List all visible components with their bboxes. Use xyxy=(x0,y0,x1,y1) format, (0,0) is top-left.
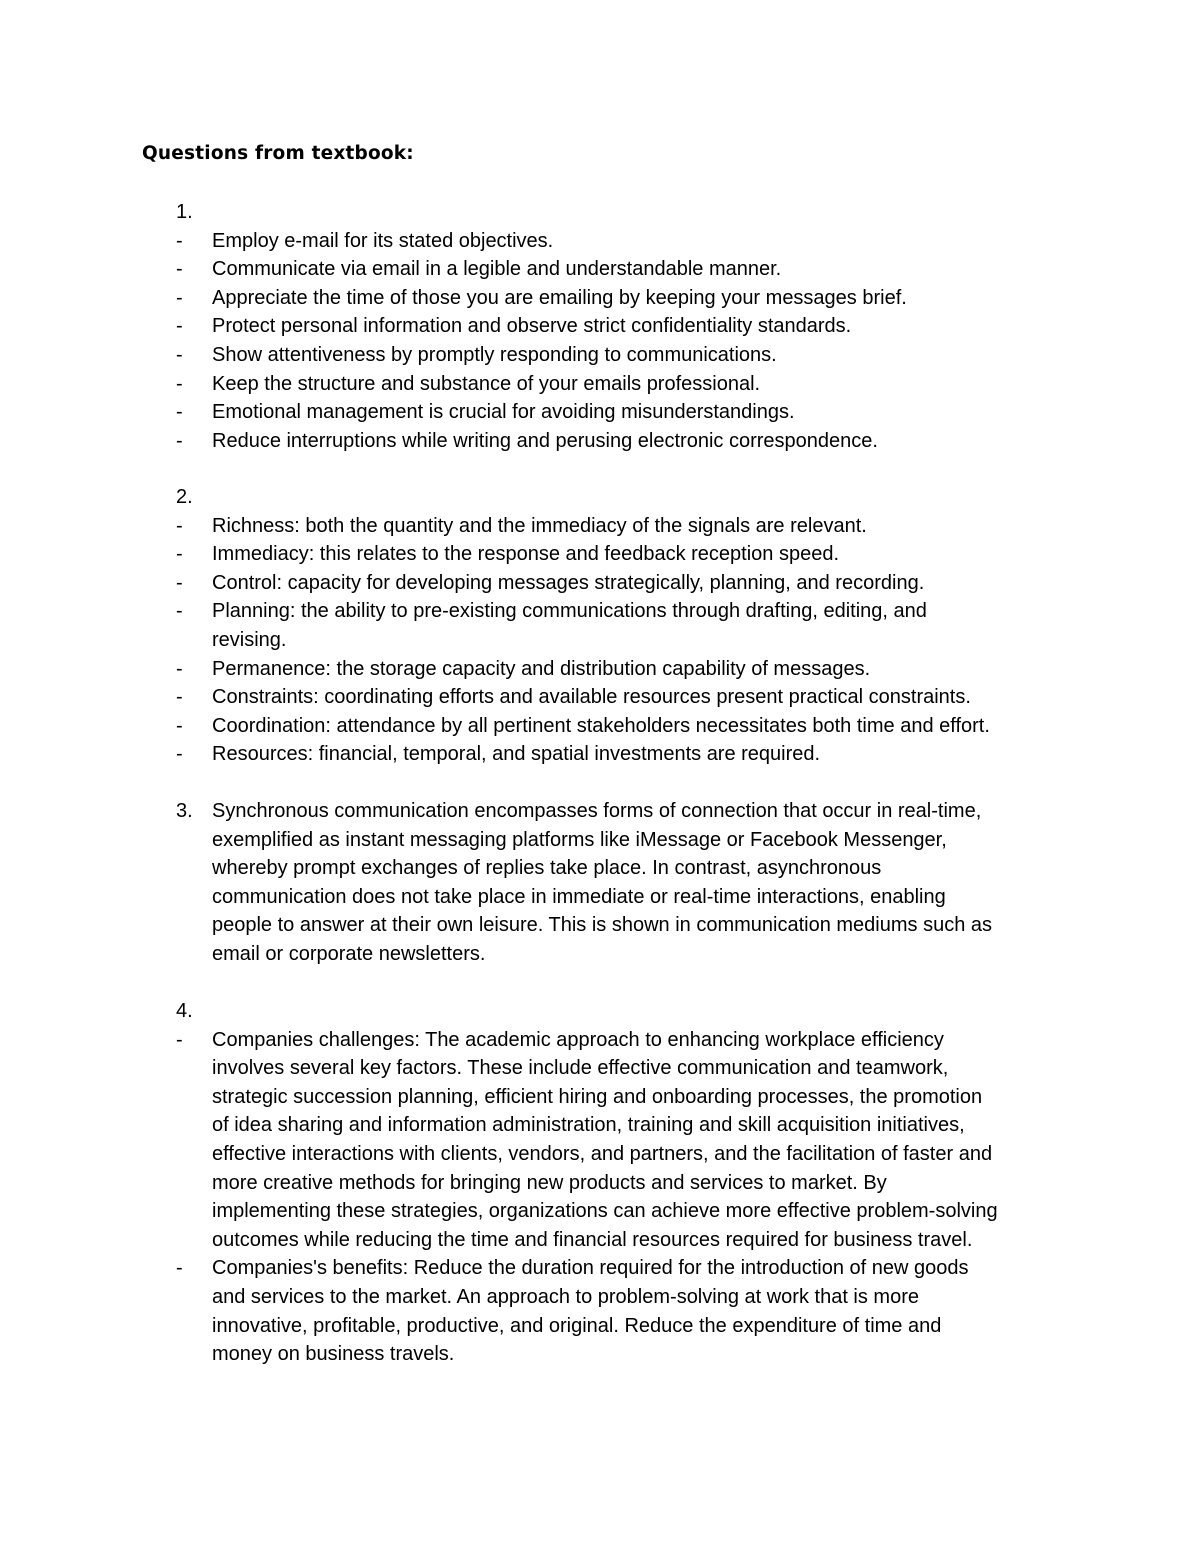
list-item: Reduce interruptions while writing and perusing electronic correspondence. xyxy=(212,429,878,452)
list-item: of idea sharing and information administration, training and skill acquisition initiatives, xyxy=(212,1114,965,1137)
list-item: innovative, profitable, productive, and original. Reduce the expenditure of time and xyxy=(212,1314,942,1337)
question-number: 4. xyxy=(176,1000,193,1022)
list-item: Immediacy: this relates to the response and feedback reception speed. xyxy=(212,543,840,566)
list-item: Companies challenges: The academic approach to enhancing workplace efficiency xyxy=(212,1028,944,1051)
paragraph-line: exemplified as instant messaging platforms like iMessage or Facebook Messenger, xyxy=(212,828,947,851)
paragraph-line: whereby prompt exchanges of replies take place. In contrast, asynchronous xyxy=(212,857,882,880)
list-item: Appreciate the time of those you are emailing by keeping your messages brief. xyxy=(212,286,907,309)
list-item: Keep the structure and substance of your emails professional. xyxy=(212,372,761,395)
bullet-dash: - xyxy=(176,543,183,566)
list-item: Communicate via email in a legible and understandable manner. xyxy=(212,258,782,281)
question-number: 2. xyxy=(176,486,193,508)
paragraph-line: communication does not take place in immediate or real-time interactions, enabling xyxy=(212,885,946,908)
list-item: revising. xyxy=(212,629,287,651)
bullet-dash: - xyxy=(176,372,183,395)
bullet-dash: - xyxy=(176,315,183,338)
question-number: 3. xyxy=(176,800,193,822)
list-item: Companies's benefits: Reduce the duration required for the introduction of new goods xyxy=(212,1257,969,1280)
bullet-dash: - xyxy=(176,657,183,680)
bullet-dash: - xyxy=(176,1257,183,1280)
bullet-dash: - xyxy=(176,429,183,452)
bullet-dash: - xyxy=(176,714,183,737)
paragraph-line: Synchronous communication encompasses forms of connection that occur in real-time, xyxy=(212,800,982,822)
list-item: Show attentiveness by promptly responding to communications. xyxy=(212,344,777,366)
bullet-dash: - xyxy=(176,600,183,623)
list-item: Permanence: the storage capacity and distribution capability of messages. xyxy=(212,657,871,680)
page-heading: Questions from textbook: xyxy=(142,143,414,164)
list-item: Employ e-mail for its stated objectives. xyxy=(212,229,554,252)
paragraph-line: email or corporate newsletters. xyxy=(212,943,486,965)
question-number: 1. xyxy=(176,201,193,223)
list-item: Emotional management is crucial for avoiding misunderstandings. xyxy=(212,401,795,424)
list-item: involves several key factors. These include effective communication and teamwork, xyxy=(212,1057,949,1080)
list-item: Richness: both the quantity and the immediacy of the signals are relevant. xyxy=(212,514,867,537)
bullet-dash: - xyxy=(176,686,183,709)
list-item: money on business travels. xyxy=(212,1343,455,1366)
list-item: Constraints: coordinating efforts and available resources present practical constraints. xyxy=(212,686,971,709)
bullet-dash: - xyxy=(176,1028,183,1051)
list-item: outcomes while reducing the time and financial resources required for business travel. xyxy=(212,1228,973,1251)
list-item: and services to the market. An approach to problem-solving at work that is more xyxy=(212,1286,920,1308)
list-item: effective interactions with clients, vendors, and partners, and the facilitation of faster and xyxy=(212,1143,993,1165)
paragraph-line: people to answer at their own leisure. This is shown in communication mediums such as xyxy=(212,914,992,937)
bullet-dash: - xyxy=(176,571,183,594)
list-item: Control: capacity for developing messages strategically, planning, and recording. xyxy=(212,571,925,594)
list-item: more creative methods for bringing new products and services to market. By xyxy=(212,1171,887,1194)
bullet-dash: - xyxy=(176,344,183,366)
bullet-dash: - xyxy=(176,258,183,281)
bullet-dash: - xyxy=(176,286,183,309)
bullet-dash: - xyxy=(176,229,183,252)
list-item: strategic succession planning, efficient hiring and onboarding processes, the promotion xyxy=(212,1085,983,1108)
bullet-dash: - xyxy=(176,514,183,537)
list-item: Resources: financial, temporal, and spatial investments are required. xyxy=(212,743,821,766)
list-item: Planning: the ability to pre-existing communications through drafting, editing, and xyxy=(212,600,927,623)
list-item: Protect personal information and observe strict confidentiality standards. xyxy=(212,315,852,338)
list-item: implementing these strategies, organizations can achieve more effective problem-solving xyxy=(212,1200,998,1223)
bullet-dash: - xyxy=(176,743,183,766)
list-item: Coordination: attendance by all pertinent stakeholders necessitates both time and effort. xyxy=(212,714,990,737)
bullet-dash: - xyxy=(176,401,183,424)
